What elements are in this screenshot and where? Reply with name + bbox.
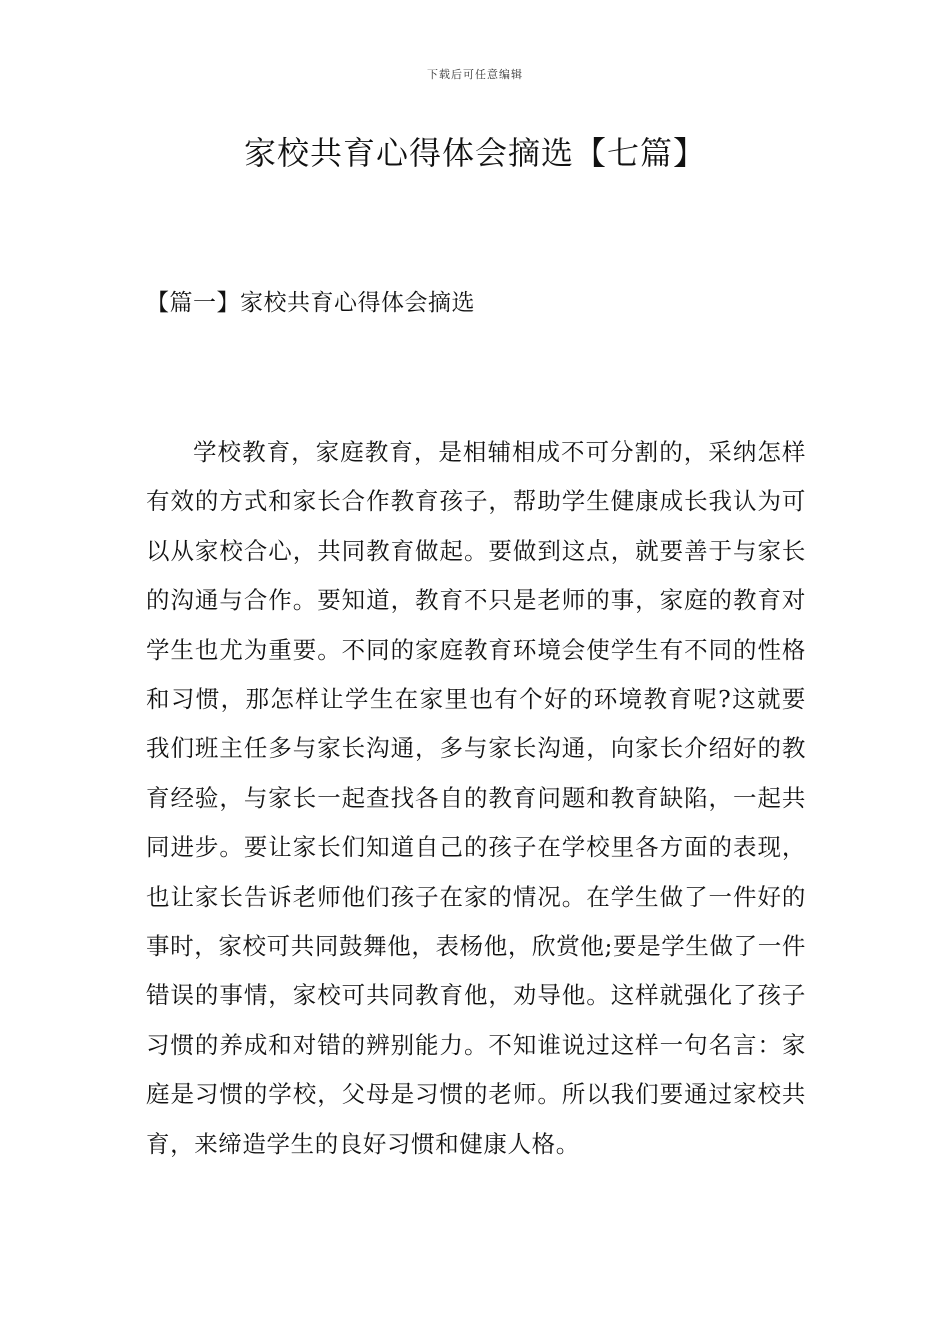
body-paragraph: 学校教育，家庭教育，是相辅相成不可分割的，采纳怎样有效的方式和家长合作教育孩子，帮助学生健康成长我认为可以从家校合心，共同教育做起。要做到这点，就要善于与家长的沟通与合作。要知道，教育不只是老师的事，家庭的教育对学生也尤为重要。不同的家庭教育环境会使学生有不同的性格和习惯，那怎样让学生在家里也有个好的环境教育呢?这就要我们班主任多与家长沟通，多与家长沟通，向家长介绍好的教育经验，与家长一起查找各自的教育问题和教育缺陷，一起共同进步。要让家长们知道自己的孩子在学校里各方面的表现，也让家长告诉老师他们孩子在家的情况。在学生做了一件好的事时，家校可共同鼓舞他，表杨他，欣赏他;要是学生做了一件错误的事情，家校可共同教育他，劝导他。这样就强化了孩子习惯的养成和对错的辨别能力。不知谁说过这样一句名言：家庭是习惯的学校，父母是习惯的老师。所以我们要通过家校共育，来缔造学生的良好习惯和健康人格。 — [146, 438, 806, 1158]
document-title: 家校共育心得体会摘选【七篇】 — [243, 134, 706, 172]
section-heading: 【篇一】家校共育心得体会摘选 — [146, 290, 475, 316]
page-header-note: 下载后可任意编辑 — [427, 68, 523, 81]
